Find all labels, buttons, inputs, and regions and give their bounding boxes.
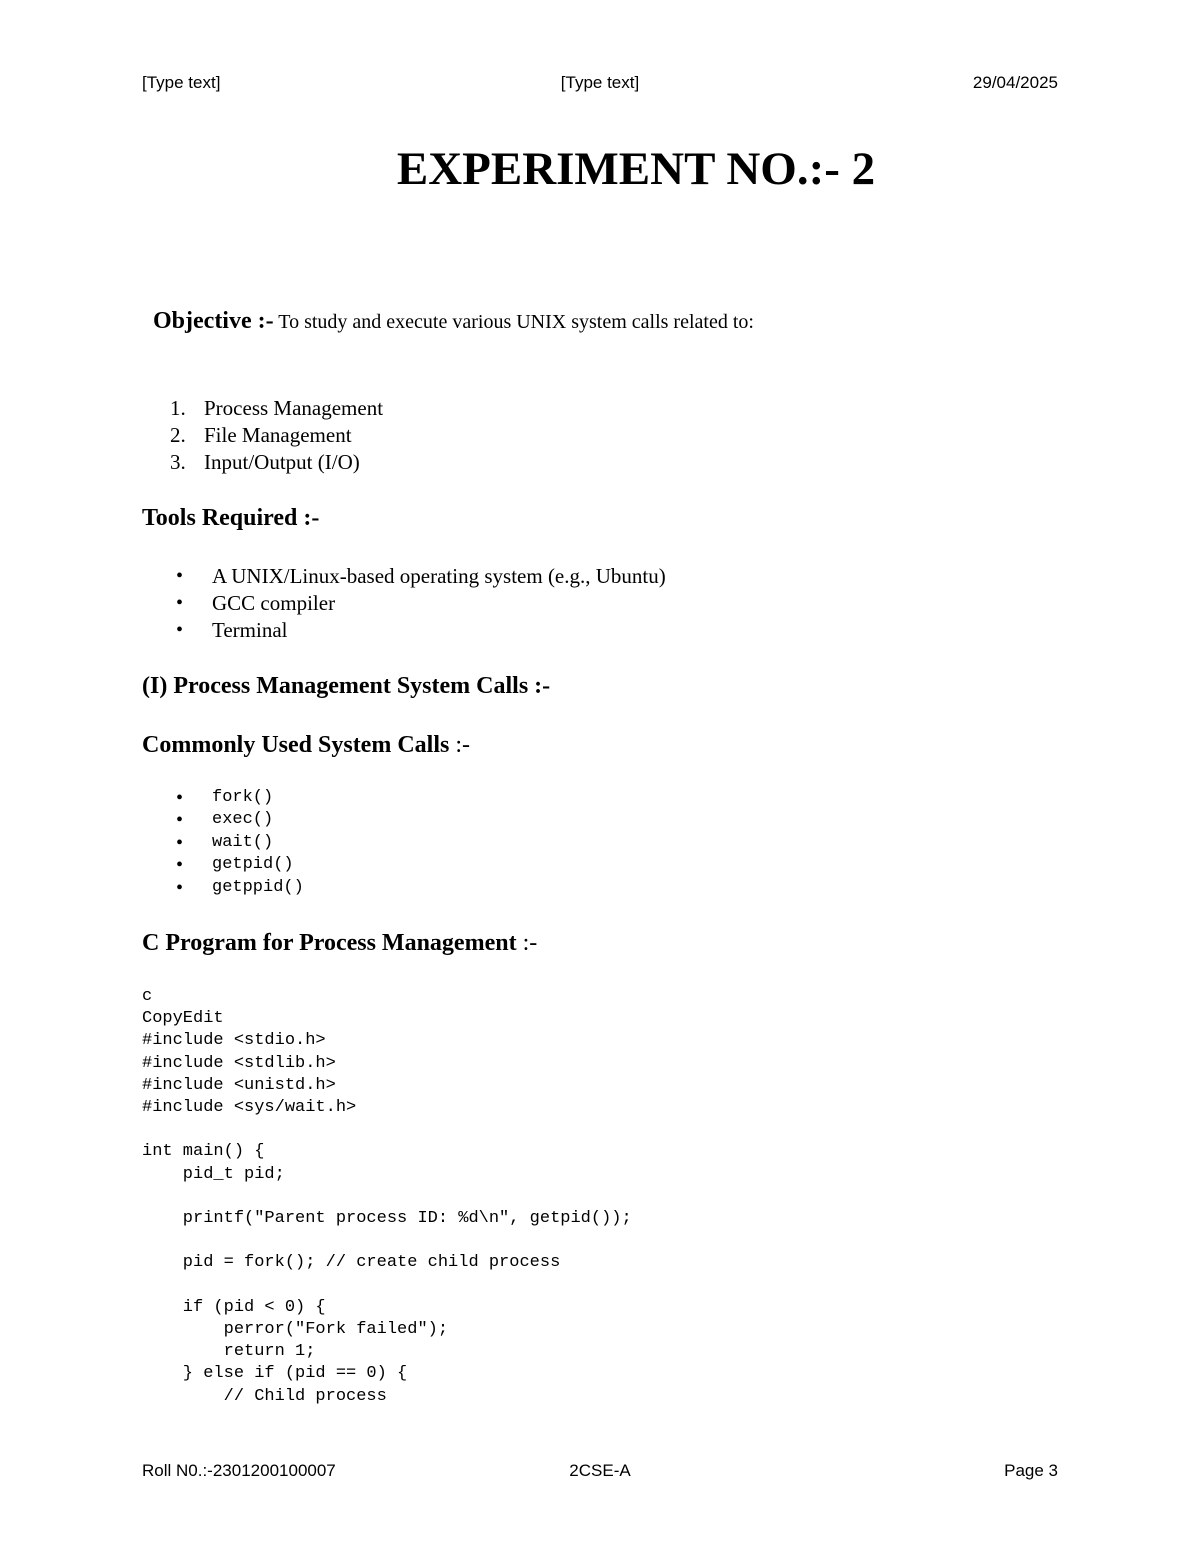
list-item (142, 563, 666, 590)
system-calls-heading-text: Commonly Used System Calls (142, 732, 450, 758)
list-item-text: Terminal (212, 618, 288, 642)
system-calls-heading (142, 732, 1058, 759)
list-item (142, 395, 383, 422)
bullet-icon: • (176, 854, 184, 877)
list-item-text: getppid() (212, 877, 304, 897)
list-item (142, 787, 304, 809)
list-item-text: exec() (212, 810, 274, 830)
list-item (142, 590, 666, 617)
list-item-text: Input/Output (I/O) (204, 450, 360, 474)
header-center-text: [Type text] (560, 73, 640, 92)
footer-roll-number: Roll N0.:-2301200100007 (142, 1461, 336, 1480)
objective-text: To study and execute various UNIX system calls related to: (273, 311, 754, 333)
list-item (142, 809, 304, 831)
list-item (142, 854, 304, 876)
footer-page-number: Page 3 (1004, 1461, 1058, 1480)
bullet-icon: • (176, 787, 184, 809)
objective-list (142, 395, 383, 476)
bullet-icon: • (176, 592, 184, 614)
list-item (142, 832, 304, 854)
bullet-icon: • (176, 809, 184, 832)
objective-label: Objective :- (153, 308, 274, 334)
heading-suffix: :- (516, 930, 538, 956)
section-heading-process-management: (I) Process Management System Calls :- (142, 673, 551, 699)
list-item-text: A UNIX/Linux-based operating system (e.g., Ubuntu) (212, 564, 666, 588)
list-item-text: File Management (204, 423, 352, 447)
bullet-icon: • (176, 831, 184, 854)
document-title: EXPERIMENT NO.:- 2 (396, 143, 876, 195)
list-number: 3. (170, 450, 186, 474)
program-heading-text: C Program for Process Management (142, 930, 517, 956)
list-item (142, 877, 304, 899)
header-left-text: [Type text] (142, 73, 221, 92)
objective-paragraph (142, 282, 1058, 335)
list-item (142, 422, 383, 449)
list-item-text: Process Management (204, 396, 384, 420)
program-heading (142, 930, 1058, 957)
code-block: c CopyEdit #include <stdio.h> #include <stdlib.h> #include <unistd.h> #include <sys/wait.h> int main() { pid_t pid; printf("Parent process ID: %d\n", getpid()); pid = fork(); // create child process if (pid < 0) { perror("Fork failed"); return 1; } else if (pid == 0) { // Child process (142, 987, 632, 1406)
list-number: 1. (170, 396, 186, 420)
header-date: 29/04/2025 (972, 73, 1058, 92)
list-item (142, 449, 383, 476)
list-item-text: GCC compiler (212, 591, 336, 615)
bullet-icon: • (176, 619, 184, 641)
system-calls-list (142, 787, 304, 899)
list-item-text: getpid() (212, 855, 294, 875)
tools-list (142, 563, 666, 644)
tools-heading: Tools Required :- (142, 505, 320, 531)
heading-suffix: :- (449, 732, 471, 758)
list-item-text: wait() (212, 832, 274, 852)
list-item (142, 617, 666, 644)
list-item-text: fork() (212, 788, 274, 807)
bullet-icon: • (176, 876, 184, 899)
bullet-icon: • (176, 565, 184, 587)
list-number: 2. (170, 423, 186, 447)
footer-class: 2CSE-A (569, 1461, 631, 1480)
